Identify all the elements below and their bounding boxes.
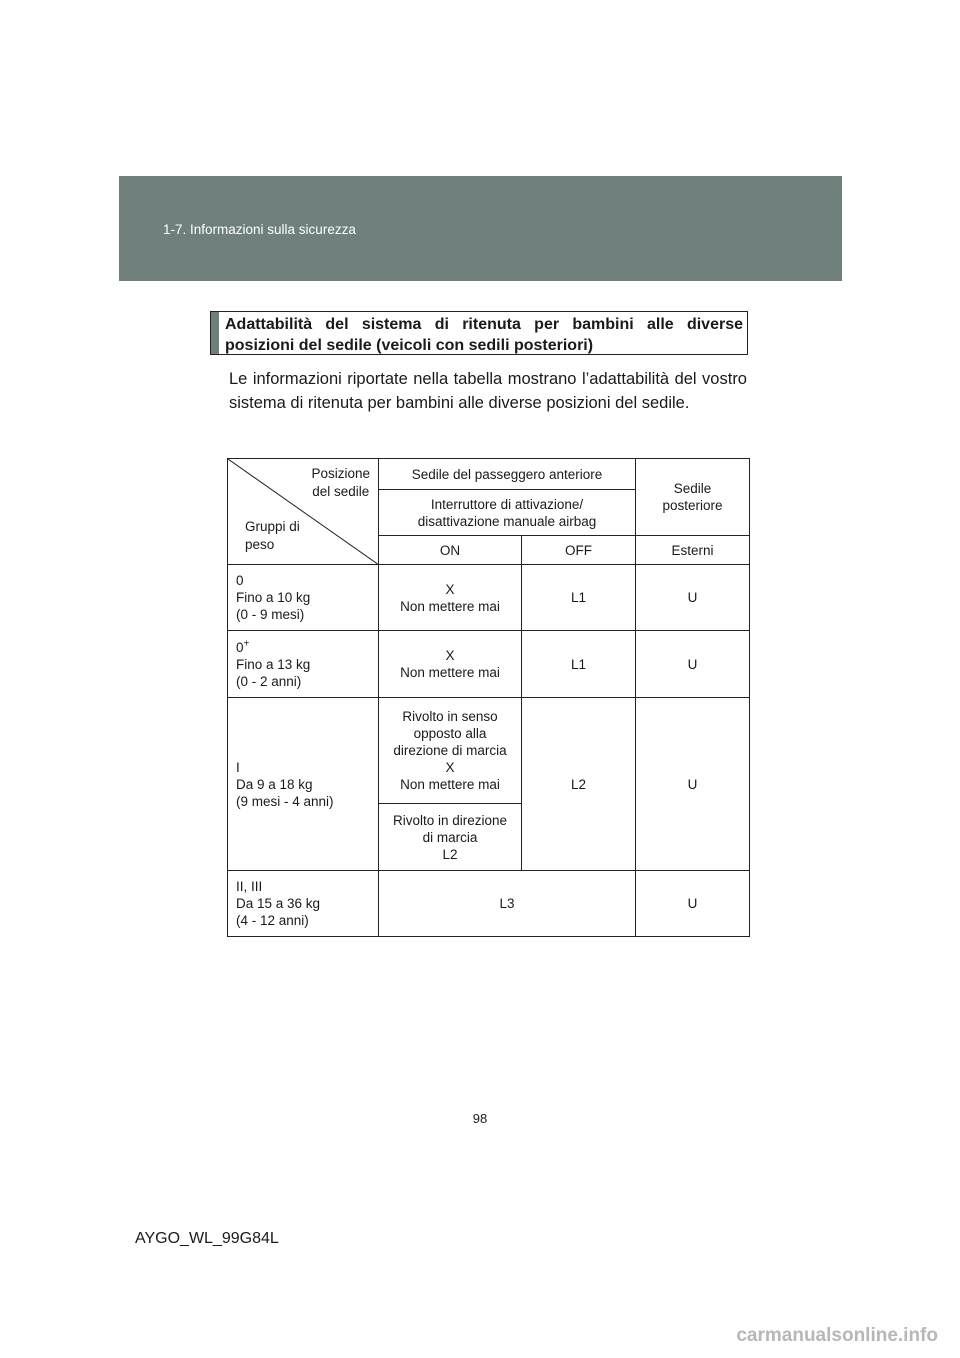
col-outer-header: Esterni: [636, 536, 750, 565]
on-note: Non mettere mai: [400, 665, 500, 680]
rear-cell: U: [636, 698, 750, 871]
airbag-switch-line2: disattivazione manuale airbag: [417, 513, 597, 529]
weight-range: Da 15 a 36 kg: [236, 896, 321, 911]
on-a-value: X: [445, 760, 455, 775]
corner-position-line2: del sedile: [312, 484, 370, 499]
table-row: [228, 565, 750, 631]
off-cell: L2: [522, 698, 636, 871]
group-label-text: 0: [236, 639, 244, 655]
on-cell: [379, 631, 522, 698]
col-off-header: OFF: [522, 536, 636, 565]
off-cell: L1: [522, 631, 636, 698]
weight-range: Fino a 10 kg: [236, 590, 311, 605]
group-label: [236, 639, 376, 656]
watermark: carmanualsonline.info: [736, 1325, 938, 1346]
rear-cell: U: [636, 565, 750, 631]
off-cell: L1: [522, 565, 636, 631]
on-a-line2: opposto alla: [413, 726, 487, 741]
on-note: Non mettere mai: [400, 598, 500, 614]
front-cell: L3: [379, 871, 636, 937]
callout-accent-bar: [211, 312, 219, 354]
front-seat-header: Sedile del passeggero anteriore: [379, 459, 636, 490]
on-value: X: [445, 648, 455, 663]
section-title: 1-7. Informazioni sulla sicurezza: [163, 222, 356, 237]
table-row: [228, 631, 750, 698]
page-number: 98: [472, 1111, 488, 1126]
weight-group-cell: [228, 698, 379, 871]
on-a-line1: Rivolto in senso: [402, 709, 498, 724]
on-cell-rear-facing: [379, 698, 522, 804]
corner-group-line1: Gruppi di: [245, 519, 300, 534]
callout-title: Adattabilità del sistema di ritenuta per bambini alle diverse posizioni del sedile (veicoli con sedili posteriori): [225, 316, 743, 354]
table-row: [228, 698, 750, 804]
rear-cell: U: [636, 631, 750, 698]
group-label: I: [236, 759, 240, 775]
age-range: (9 mesi - 4 anni): [236, 793, 334, 809]
age-range: (4 - 12 anni): [236, 913, 309, 928]
weight-group-cell: [228, 565, 379, 631]
weight-range: Da 9 a 18 kg: [236, 776, 313, 792]
on-a-line3: direzione di marcia: [393, 743, 507, 758]
corner-group-line2: peso: [245, 537, 275, 552]
on-b-line1: Rivolto in direzione: [392, 812, 508, 828]
corner-position-line1: Posizione: [311, 466, 370, 481]
age-range: (0 - 9 mesi): [236, 607, 305, 622]
rear-seat-header: [636, 459, 750, 536]
corner-group-label: [245, 518, 300, 554]
on-cell-forward-facing: [379, 804, 522, 871]
group-superscript: +: [243, 638, 250, 649]
on-b-value: L2: [442, 846, 458, 862]
document-code: AYGO_WL_99G84L: [135, 1230, 279, 1247]
on-value: X: [445, 581, 455, 597]
col-on-header: ON: [379, 536, 522, 565]
corner-position-label: [311, 465, 370, 501]
age-range: (0 - 2 anni): [236, 673, 302, 689]
rear-seat-line2: posteriore: [662, 498, 723, 513]
airbag-switch-header: [379, 490, 636, 536]
group-label: 0: [236, 573, 244, 588]
topic-callout: [210, 311, 748, 355]
intro-paragraph: Le informazioni riportate nella tabella mostrano l’adattabilità del vostro sistema di ritenuta per bambini alle diverse posizioni del sedile.: [229, 370, 747, 412]
rear-seat-line1: Sedile: [673, 481, 712, 496]
on-cell: [379, 565, 522, 631]
table-corner-header: [228, 459, 379, 565]
weight-group-cell: [228, 871, 379, 937]
weight-range: Fino a 13 kg: [236, 656, 311, 672]
table-row: [228, 871, 750, 937]
airbag-switch-line1: Interruttore di attivazione/: [430, 496, 584, 512]
on-a-note: Non mettere mai: [400, 777, 500, 792]
rear-cell: U: [636, 871, 750, 937]
compatibility-table: [227, 458, 750, 937]
on-b-line2: di marcia: [422, 829, 478, 845]
weight-group-cell: [228, 631, 379, 698]
group-label: II, III: [236, 879, 263, 894]
chapter-header-band: [119, 176, 842, 281]
